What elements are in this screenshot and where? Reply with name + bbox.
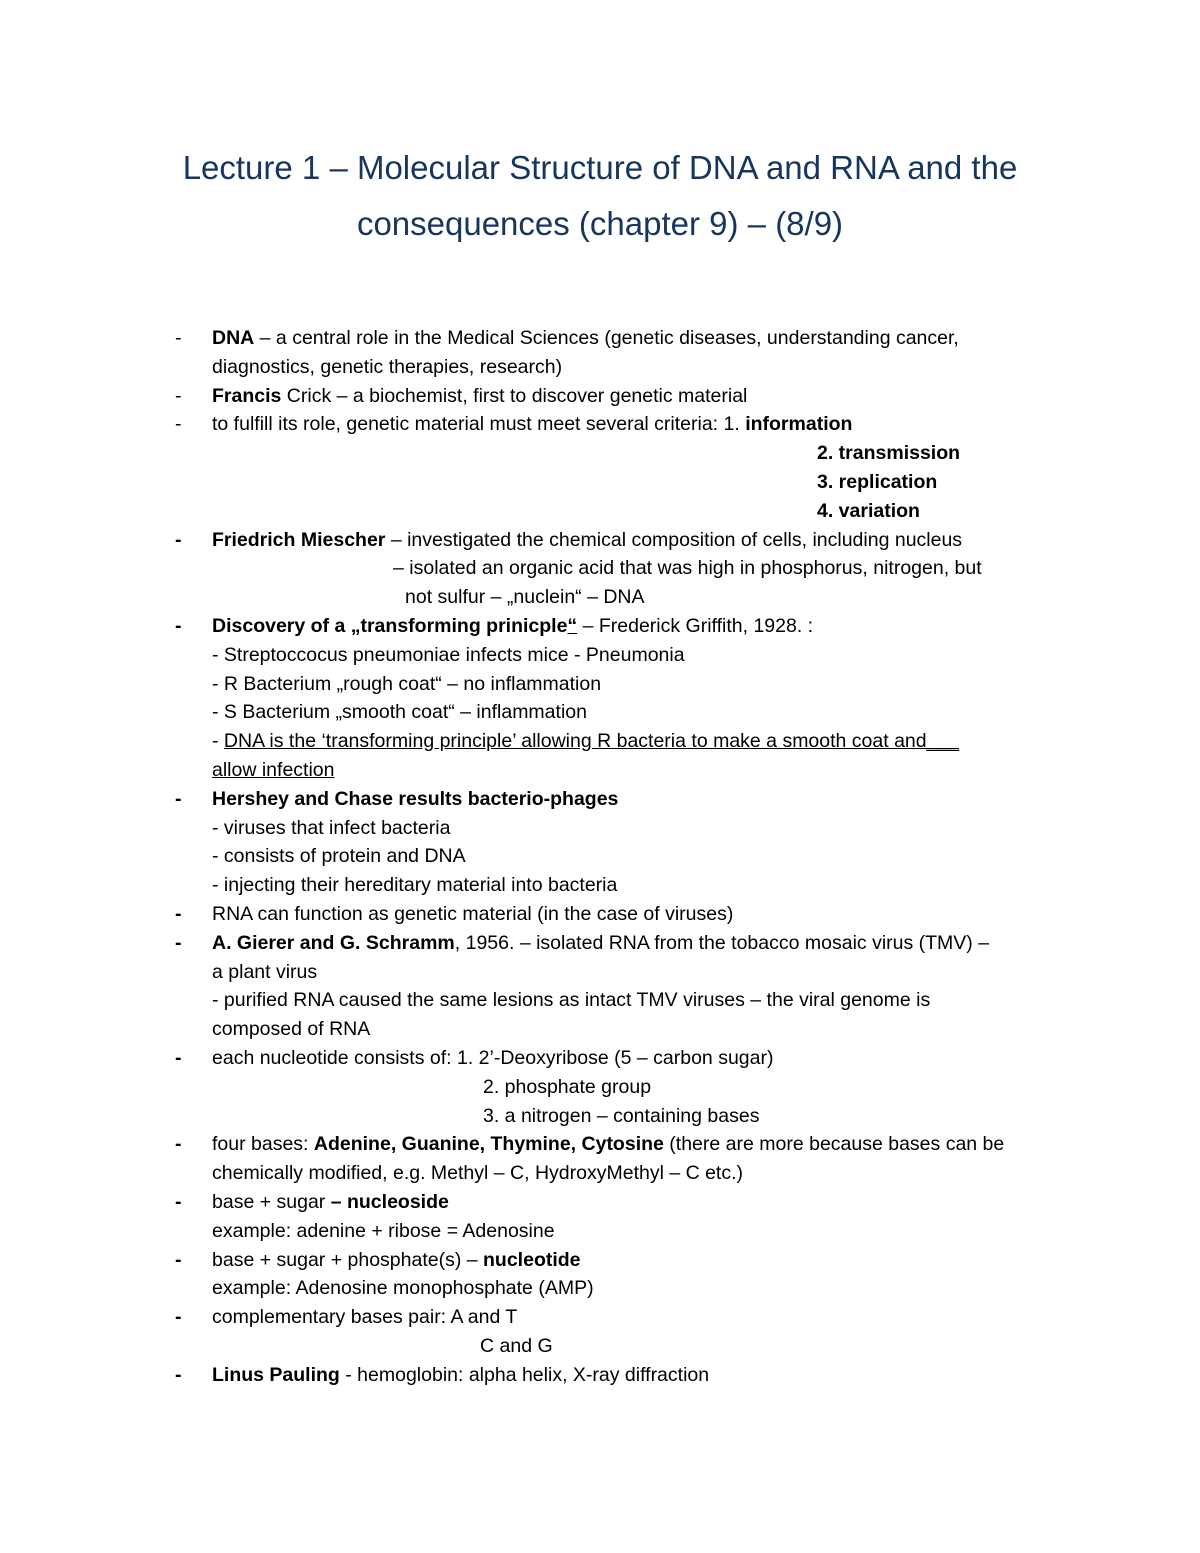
criteria-item: 4. variation (817, 499, 920, 522)
bullet-dash: - (175, 1133, 182, 1156)
list-item: - Friedrich Miescher – investigated the chemical composition of cells, including nucleus (0, 526, 1200, 555)
term: A. Gierer and G. Schramm (212, 931, 455, 954)
bullet-dash: - (175, 413, 182, 436)
list-item: - base + sugar – nucleoside (0, 1188, 1200, 1217)
bullet-dash: - (175, 1190, 182, 1213)
list-item: - each nucleotide consists of: 1. 2’-Deoxyribose (5 – carbon sugar) (0, 1044, 1200, 1073)
list-item: - base + sugar + phosphate(s) – nucleotide (0, 1246, 1200, 1275)
list-item: - Linus Pauling - hemoglobin: alpha helix, X-ray diffraction (0, 1361, 1200, 1390)
lecture-title (0, 140, 1200, 252)
bullet-dash: - (175, 1363, 182, 1386)
sub-item: - purified RNA caused the same lesions as intact TMV viruses – the viral genome is (212, 989, 931, 1012)
criteria-item: 3. replication (817, 470, 938, 493)
term: nucleotide (483, 1248, 581, 1271)
list-item-continuation: chemically modified, e.g. Methyl – C, HydroxyMethyl – C etc.) (212, 1162, 744, 1185)
term: Adenine, Guanine, Thymine, Cytosine (313, 1133, 664, 1156)
criteria-row (0, 497, 1200, 526)
term: Discovery of a „transforming prinicple (212, 614, 568, 637)
sub-item: - injecting their hereditary material into bacteria (212, 874, 618, 897)
list-item (0, 785, 1200, 814)
list-item-continuation: example: adenine + ribose = Adenosine (212, 1219, 555, 1242)
list-item: - RNA can function as genetic material (in the case of viruses) (0, 900, 1200, 929)
bullet-dash: - (175, 1248, 182, 1271)
list-item: - Francis Crick – a biochemist, first to discover genetic material (0, 382, 1200, 411)
list-item-continuation: not sulfur – „nuclein“ – DNA (405, 586, 645, 609)
criteria-row (0, 439, 1200, 468)
bullet-dash: - (175, 931, 182, 954)
list-item: - complementary bases pair: A and T (0, 1303, 1200, 1332)
bullet-dash: - (175, 614, 182, 637)
term: Linus Pauling (212, 1363, 340, 1386)
sub-item: - R Bacterium „rough coat“ – no inflammation (212, 672, 602, 695)
list-item-continuation: – isolated an organic acid that was high in phosphorus, nitrogen, but (393, 557, 982, 580)
title-line-2: consequences (chapter 9) – (8/9) (356, 205, 844, 242)
term: Hershey and Chase results bacterio-phages (212, 787, 619, 810)
criteria-item: information (745, 413, 853, 436)
list-item: - A. Gierer and G. Schramm, 1956. – isolated RNA from the tobacco mosaic virus (TMV) – (0, 929, 1200, 958)
bullet-dash: - (175, 528, 182, 551)
criteria-item: 2. transmission (817, 442, 961, 465)
criteria-row (0, 468, 1200, 497)
sub-item: - viruses that infect bacteria (212, 816, 451, 839)
sub-item-continuation: allow infection (212, 758, 335, 781)
list-item-continuation: 3. a nitrogen – containing bases (483, 1104, 760, 1127)
bullet-dash: - (175, 787, 182, 810)
list-item: - four bases: Adenine, Guanine, Thymine, Cytosine (there are more because bases can be (0, 1130, 1200, 1159)
sub-item: - Streptoccocus pneumoniae infects mice - Pneumonia (212, 643, 685, 666)
bullet-dash: - (175, 1306, 182, 1329)
list-item-continuation: 2. phosphate group (483, 1075, 652, 1098)
list-item: - to fulfill its role, genetic material must meet several criteria: 1. information (0, 410, 1200, 439)
list-item-continuation: diagnostics, genetic therapies, research) (212, 355, 563, 378)
sub-item-continuation: composed of RNA (212, 1018, 371, 1041)
sub-item: - S Bacterium „smooth coat“ – inflammation (212, 701, 587, 724)
term: Francis (212, 384, 282, 407)
bullet-dash: - (175, 902, 182, 925)
list-item: - Discovery of a „transforming prinicple“ – Frederick Griffith, 1928. : (0, 612, 1200, 641)
list-item: - DNA – a central role in the Medical Sciences (genetic diseases, understanding cancer, (0, 324, 1200, 353)
list-item-continuation: a plant virus (212, 960, 318, 983)
list-item-continuation: example: Adenosine monophosphate (AMP) (212, 1277, 594, 1300)
sub-item: - consists of protein and DNA (212, 845, 466, 868)
title-line-1: Lecture 1 – Molecular Structure of DNA and RNA and the (182, 149, 1018, 186)
term: Friedrich Miescher (212, 528, 386, 551)
list-item-continuation: C and G (480, 1334, 553, 1357)
sub-item: - DNA is the ‘transforming principle’ allowing R bacteria to make a smooth coat and___ (212, 730, 960, 753)
term: – nucleoside (330, 1190, 449, 1213)
bullet-dash: - (175, 327, 182, 349)
bullet-dash: - (175, 384, 182, 407)
term: DNA (212, 327, 255, 349)
bullet-dash: - (175, 1046, 182, 1069)
notes-list (0, 324, 1200, 1389)
